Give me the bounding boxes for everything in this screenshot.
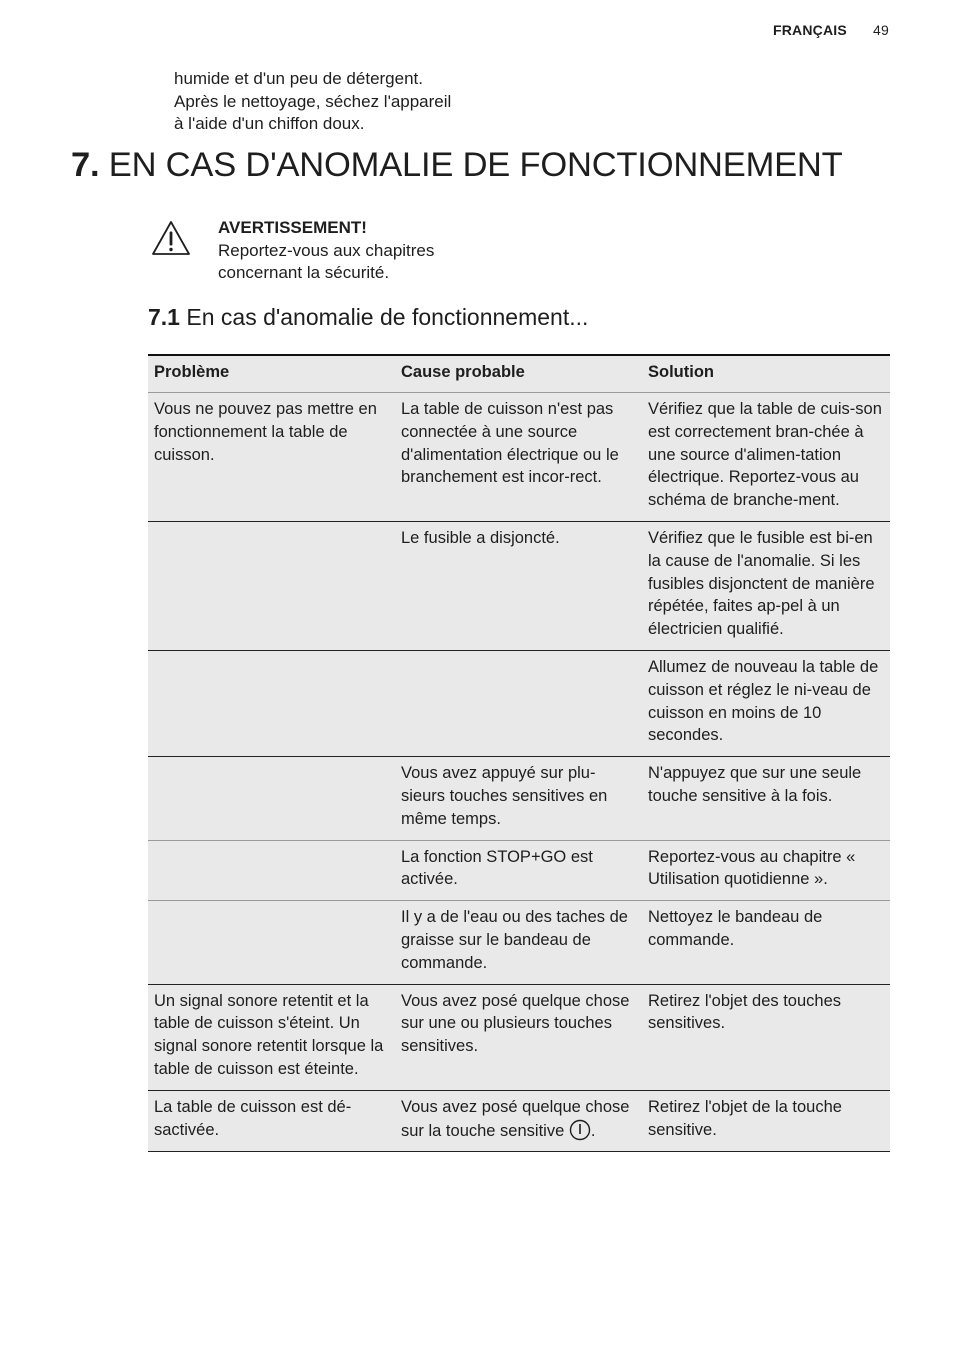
- solution-cell: N'appuyez que sur une seule touche sensitive à la fois.: [642, 757, 890, 840]
- table-row: [148, 1090, 890, 1152]
- power-icon: [569, 1119, 591, 1141]
- warning-title: AVERTISSEMENT!: [218, 218, 367, 237]
- cause-cell: [395, 1090, 642, 1152]
- subsection-heading: [148, 304, 588, 331]
- subsection-title: En cas d'anomalie de fonctionnement...: [186, 304, 589, 330]
- page-header: [773, 22, 889, 38]
- table-row: [148, 650, 890, 756]
- solution-cell: Retirez l'objet de la touche sensitive.: [642, 1090, 890, 1152]
- warning-line: Reportez-vous aux chapitres: [218, 240, 435, 260]
- cause-suffix: .: [590, 1121, 596, 1140]
- language-label: FRANÇAIS: [772, 22, 847, 38]
- solution-cell: Vérifiez que le fusible est bi-en la cause de l'anomalie. Si les fusibles disjonctent de manière répétée, faites ap-pel à un électricien qualifié.: [642, 521, 890, 650]
- cause-cell: Vous avez posé quelque chose sur une ou plusieurs touches sensitives.: [395, 984, 642, 1090]
- table-row: [148, 393, 890, 522]
- problem-cell: Vous ne pouvez pas mettre en fonctionnement la table de cuisson.: [148, 393, 395, 522]
- problem-cell: [148, 757, 395, 840]
- column-header-cause: Cause probable: [395, 355, 642, 393]
- solution-cell: Reportez-vous au chapitre « Utilisation quotidienne ».: [642, 840, 890, 901]
- warning-triangle-icon: [151, 220, 191, 256]
- cause-cell: La table de cuisson n'est pas connectée à une source d'alimentation électrique ou le branchement est incor-rect.: [395, 393, 642, 522]
- warning-line: concernant la sécurité.: [218, 263, 390, 282]
- intro-text: [174, 68, 451, 136]
- table-row: [148, 984, 890, 1090]
- solution-cell: Retirez l'objet des touches sensitives.: [642, 984, 890, 1090]
- table-row: [148, 840, 890, 901]
- cause-cell: [395, 650, 642, 756]
- solution-cell: Nettoyez le bandeau de commande.: [642, 901, 890, 984]
- problem-cell: [148, 901, 395, 984]
- table-row: [148, 521, 890, 650]
- column-header-solution: Solution: [642, 355, 890, 393]
- cause-cell: Il y a de l'eau ou des taches de graisse sur le bandeau de commande.: [395, 901, 642, 984]
- section-title: EN CAS D'ANOMALIE DE FONCTIONNEMENT: [108, 146, 843, 184]
- troubleshooting-table: [148, 354, 890, 1152]
- problem-cell: [148, 521, 395, 650]
- page-number: 49: [873, 22, 889, 38]
- problem-cell: [148, 840, 395, 901]
- solution-cell: Allumez de nouveau la table de cuisson et réglez le ni-veau de cuisson en moins de 10 secondes.: [642, 650, 890, 756]
- column-header-problem: Problème: [148, 355, 395, 393]
- table-row: [148, 757, 890, 840]
- table-header-row: [148, 355, 890, 393]
- warning-block: [218, 217, 434, 285]
- cause-cell: La fonction STOP+GO est activée.: [395, 840, 642, 901]
- solution-cell: Vérifiez que la table de cuis-son est correctement bran-chée à une source d'alimen-tation électrique. Reportez-vous au schéma de branche-ment.: [642, 393, 890, 522]
- intro-line: à l'aide d'un chiffon doux.: [174, 114, 365, 133]
- cause-text: Vous avez posé quelque chose sur la touche sensitive: [401, 1097, 630, 1140]
- problem-cell: [148, 650, 395, 756]
- subsection-number: 7.1: [148, 304, 180, 330]
- table-row: [148, 901, 890, 984]
- problem-cell: La table de cuisson est dé-sactivée.: [148, 1090, 395, 1152]
- problem-cell: Un signal sonore retentit et la table de cuisson s'éteint. Un signal sonore retentit lorsque la table de cuisson est éteinte.: [148, 984, 395, 1090]
- cause-cell: Le fusible a disjoncté.: [395, 521, 642, 650]
- section-number: 7.: [71, 146, 100, 184]
- cause-cell: Vous avez appuyé sur plu-sieurs touches sensitives en même temps.: [395, 757, 642, 840]
- section-heading: [71, 146, 843, 185]
- intro-line: humide et d'un peu de détergent.: [174, 69, 423, 88]
- intro-line: Après le nettoyage, séchez l'appareil: [174, 91, 452, 111]
